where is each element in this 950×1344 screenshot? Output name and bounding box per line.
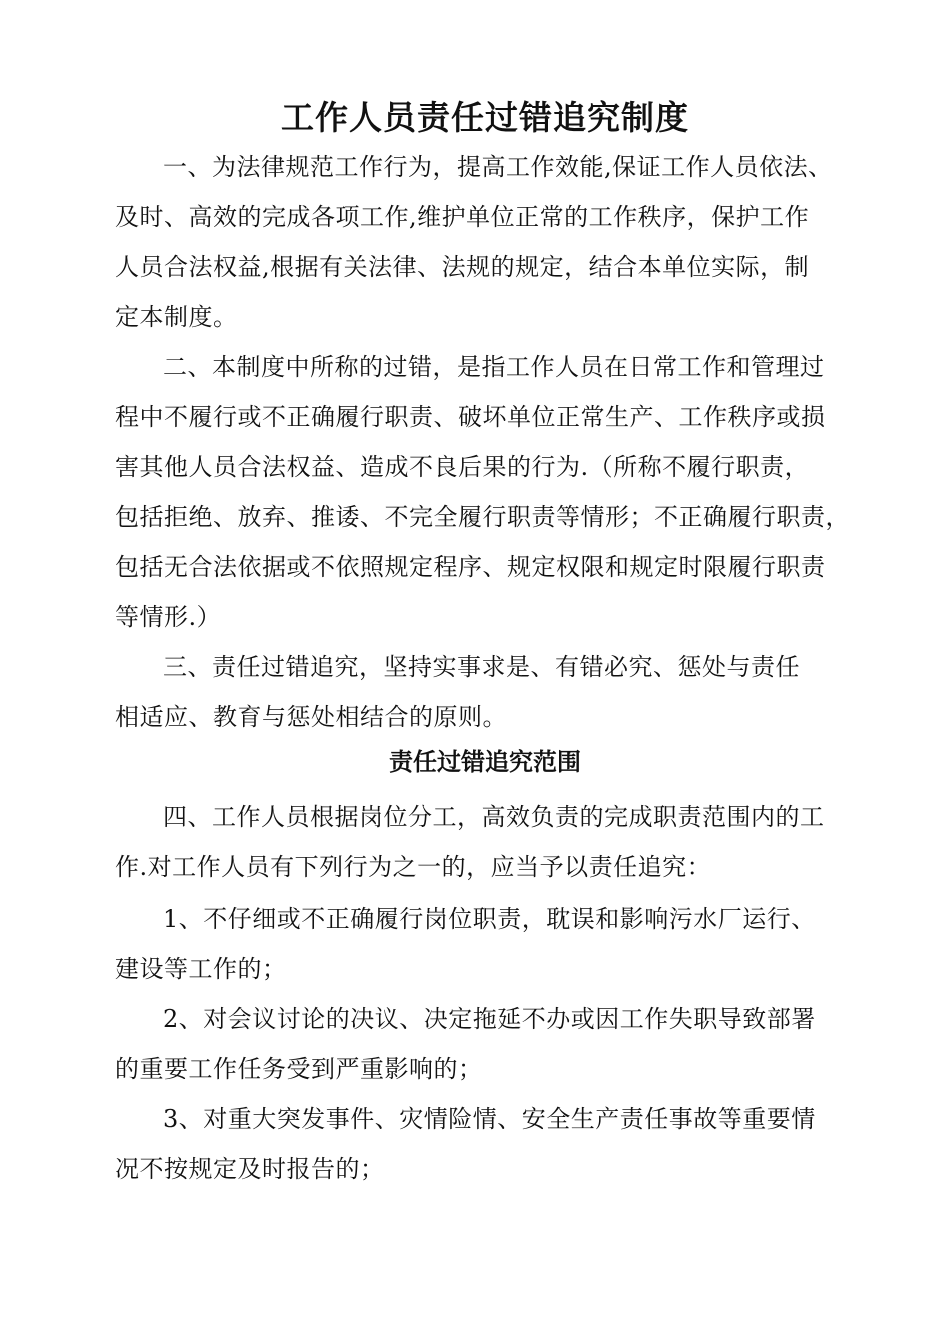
document-title: 工作人员责任过错追究制度 [281,98,689,137]
paragraph-line: 2、对会议讨论的决议、决定拖延不办或因工作失职导致部署 [163,1005,816,1033]
paragraph-line: 二、本制度中所称的过错，是指工作人员在日常工作和管理过 [163,353,825,381]
paragraph-line: 的重要工作任务受到严重影响的； [115,1055,483,1083]
paragraph-line: 1、不仔细或不正确履行岗位职责，耽误和影响污水厂运行、 [163,905,816,933]
paragraph-line: 包括无合法依据或不依照规定程序、规定权限和规定时限履行职责 [115,553,826,581]
paragraph-line: 等情形.） [115,603,222,631]
section-heading: 责任过错追究范围 [389,747,581,776]
paragraph-line: 及时、高效的完成各项工作,维护单位正常的工作秩序，保护工作 [115,203,810,231]
paragraph-line: 四、工作人员根据岗位分工，高效负责的完成职责范围内的工 [163,803,825,831]
paragraph-line: 况不按规定及时报告的； [115,1155,385,1183]
paragraph-line: 相适应、教育与惩处相结合的原则。 [115,703,507,731]
paragraph-line: 包括拒绝、放弃、推诿、不完全履行职责等情形；不正确履行职责， [115,503,850,531]
paragraph-line: 程中不履行或不正确履行职责、破坏单位正常生产、工作秩序或损 [115,403,826,431]
paragraph-line: 定本制度。 [115,303,238,331]
paragraph-line: 人员合法权益,根据有关法律、法规的规定，结合本单位实际，制 [115,253,810,281]
paragraph-line: 一、为法律规范工作行为，提高工作效能,保证工作人员依法、 [163,153,833,181]
paragraph-line: 作.对工作人员有下列行为之一的，应当予以责任追究： [115,853,712,881]
paragraph-line: 三、责任过错追究，坚持实事求是、有错必究、惩处与责任 [163,653,800,681]
paragraph-line: 害其他人员合法权益、造成不良后果的行为.（所称不履行职责， [115,453,810,481]
paragraph-line: 3、对重大突发事件、灾情险情、安全生产责任事故等重要情 [163,1105,816,1133]
paragraph-line: 建设等工作的； [115,955,287,983]
